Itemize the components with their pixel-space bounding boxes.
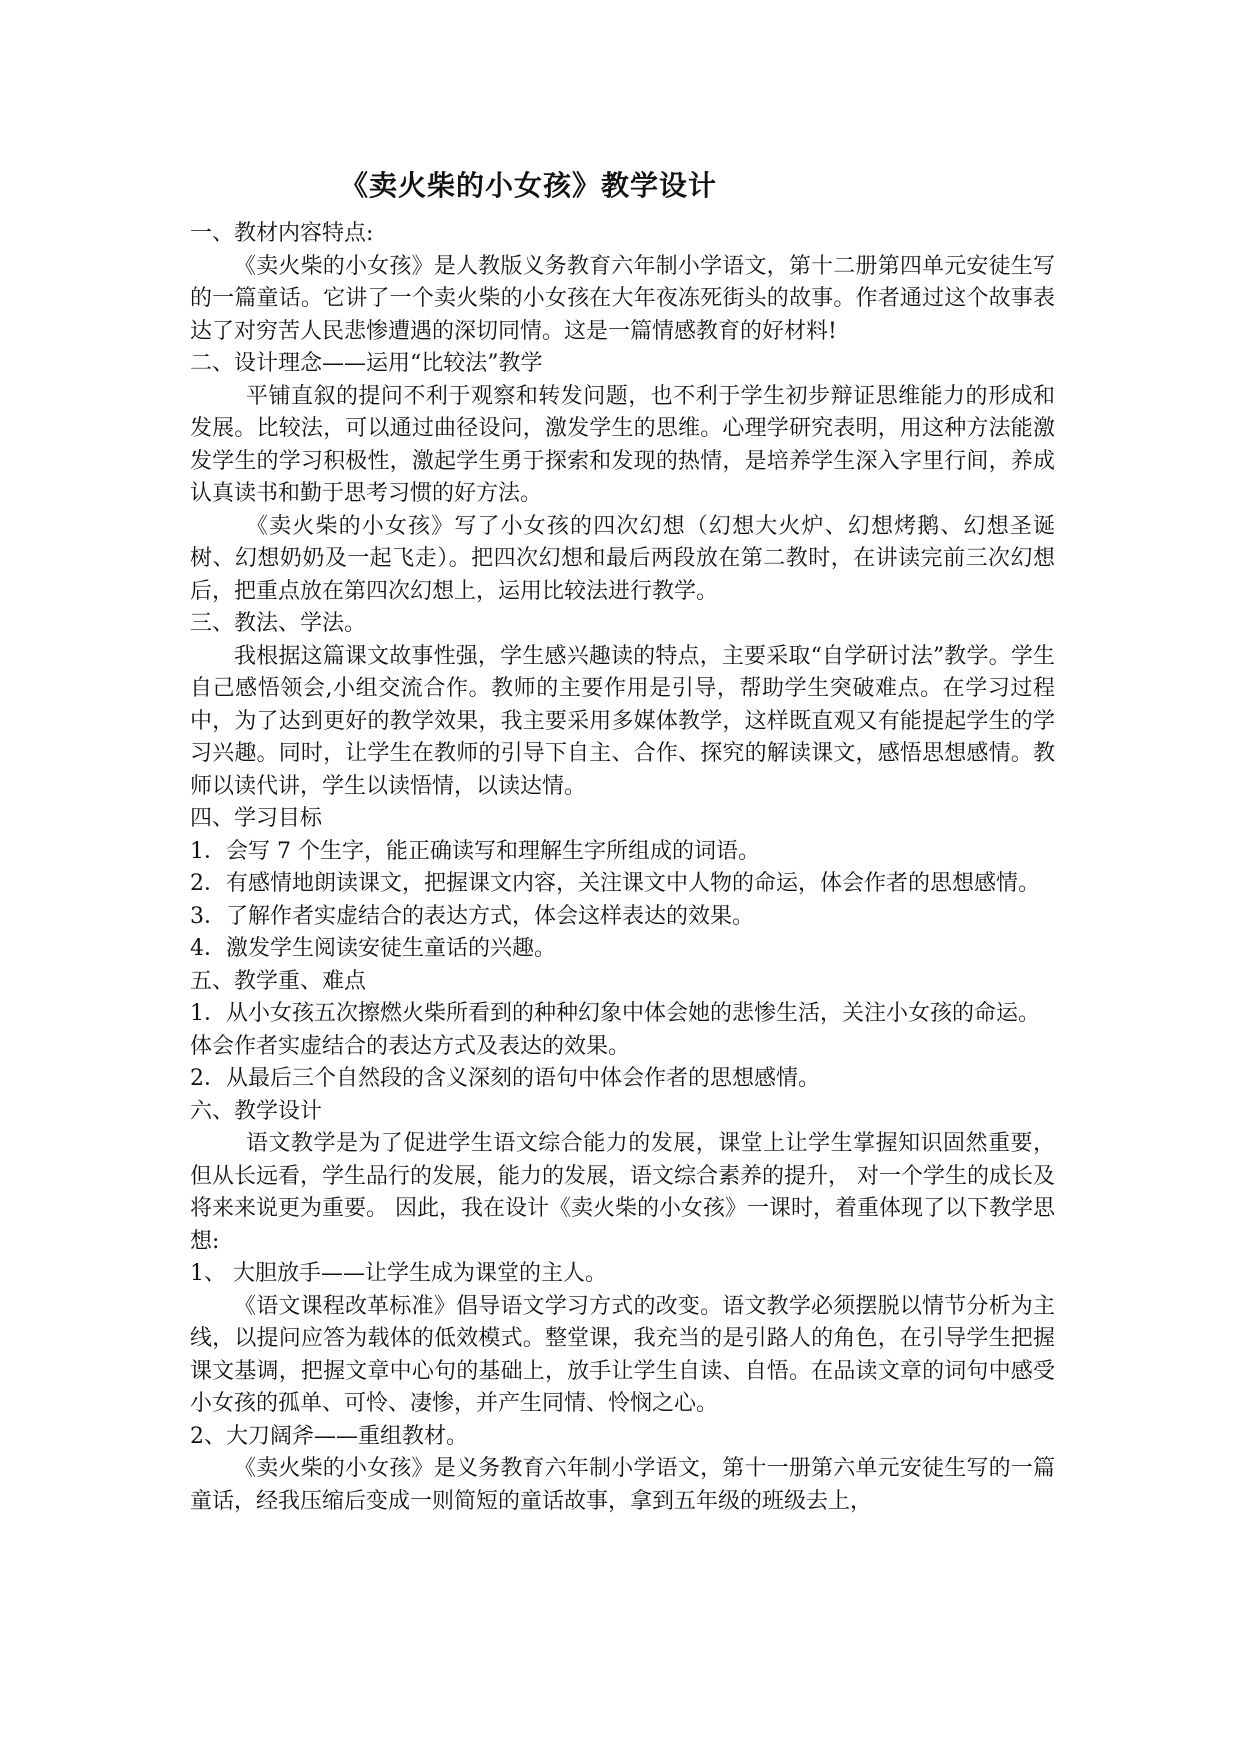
goal-item-4: 4．激发学生阅读安徒生童话的兴趣。 [190, 936, 556, 961]
paragraph-4: 我根据这篇课文故事性强，学生感兴趣读的特点，主要采取“自学研讨法”教学。学生自己感悟领会,小组交流合作。教师的主要作用是引导，帮助学生突破难点。在学习过程中，为了达到更好的教学效果，我主要采用多媒体教学，这样既直观又有能提起学生的学习兴趣。同时，让学生在教师的引导下自主、合作、探究的解读课文，感悟思想感情。教师以读代讲，学生以读悟情，以读达情。 [190, 643, 1055, 799]
section-heading-6: 六、教学设计 [190, 1098, 323, 1124]
section-heading-1: 一、教材内容特点: [190, 221, 374, 246]
key-point-item-1: 1．从小女孩五次擦燃火柴所看到的种种幻象中体会她的悲惨生活，关注小女孩的命运。体会作者实虚结合的表达方式及表达的效果。 [190, 1001, 1040, 1059]
goal-item-3: 3．了解作者实虚结合的表达方式，体会这样表达的效果。 [190, 903, 754, 929]
section-heading-3: 三、教法、学法。 [190, 611, 367, 636]
paragraph-2: 平铺直叙的提问不利于观察和转发问题，也不利于学生初步辩证思维能力的形成和发展。比较法，可以通过曲径设问，激发学生的思维。心理学研究表明，用这种方法能激发学生的学习积极性，激起学生勇于探索和发现的热情，是培养学生深入字里行间，养成认真读书和勤于思考习惯的好方法。 [190, 383, 1055, 506]
key-point-item-2: 2．从最后三个自然段的含义深刻的语句中体会作者的思想感情。 [190, 1066, 820, 1091]
paragraph-6: 《语文课程改革标准》倡导语文学习方式的改变。语文教学必须摆脱以情节分析为主线，以提问应答为载体的低效模式。整堂课，我充当的是引路人的角色，在引导学生把握课文基调，把握文章中心句的基础上，放手让学生自读、自悟。在品读文章的词句中感受小女孩的孤单、可怜、凄惨，并产生同情、怜悯之心。 [190, 1293, 1055, 1416]
paragraph-1: 《卖火柴的小女孩》是人教版义务教育六年制小学语文，第十二册第四单元安徒生写的一篇童话。它讲了一个卖火柴的小女孩在大年夜冻死街头的故事。作者通过这个故事表达了对穷苦人民悲惨遭遇的深切同情。这是一篇情感教育的好材料! [190, 253, 1055, 344]
paragraph-7: 《卖火柴的小女孩》是义务教育六年制小学语文，第十一册第六单元安徒生写的一篇童话，经我压缩后变成一则简短的童话故事，拿到五年级的班级去上， [190, 1456, 1055, 1514]
section-heading-5: 五、教学重、难点 [190, 968, 367, 994]
paragraph-5: 语文教学是为了促进学生语文综合能力的发展，课堂上让学生掌握知识固然重要，但从长远看，学生品行的发展，能力的发展，语文综合素养的提升， 对一个学生的成长及将来来说更为重要。 因此，我在设计《卖火柴的小女孩》一课时，着重体现了以下教学思想: [190, 1131, 1055, 1254]
section-heading-2: 二、设计理念——运用“比较法”教学 [190, 351, 543, 376]
paragraph-3: 《卖火柴的小女孩》写了小女孩的四次幻想（幻想大火炉、幻想烤鹅、幻想圣诞树、幻想奶奶及一起飞走）。把四次幻想和最后两段放在第二教时，在讲读完前三次幻想后，把重点放在第四次幻想上，运用比较法进行教学。 [190, 513, 1055, 604]
document-title: 《卖火柴的小女孩》教学设计 [340, 169, 718, 202]
section-heading-4: 四、学习目标 [190, 806, 323, 831]
sub-heading-2: 2、大刀阔斧——重组教材。 [190, 1423, 468, 1449]
sub-heading-1: 1、 大胆放手——让学生成为课堂的主人。 [190, 1261, 607, 1286]
goal-item-2: 2．有感情地朗读课文，把握课文内容，关注课文中人物的命运，体会作者的思想感情。 [190, 871, 1040, 896]
goal-item-1: 1．会写 7 个生字，能正确读写和理解生字所组成的词语。 [190, 838, 760, 864]
